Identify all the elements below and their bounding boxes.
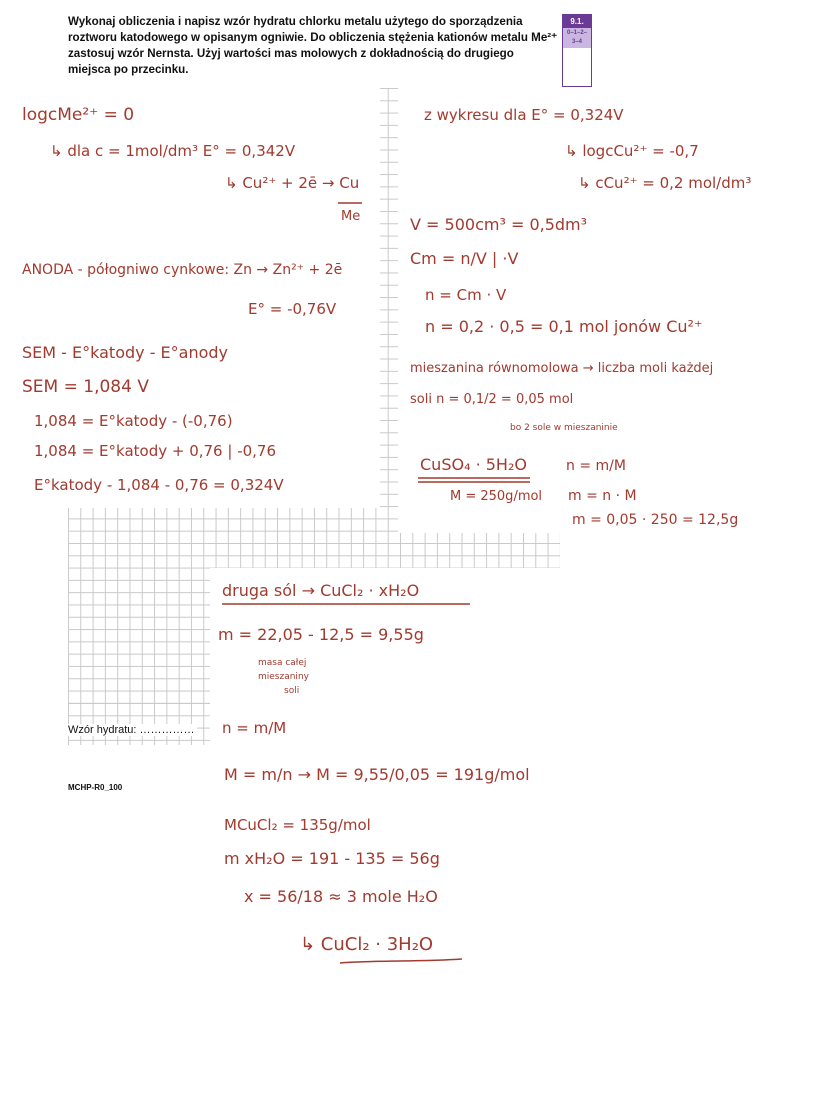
- hw-bottom-4: mieszaniny: [258, 672, 309, 682]
- hw-right-8: mieszanina równomolowa → liczba moli każdej: [410, 361, 714, 376]
- hw-right-14: m = n · M: [568, 488, 637, 504]
- hw-left-3: ↳ Cu²⁺ + 2ē → Cu: [225, 174, 360, 192]
- task-score-scale: 0–1–2– 3–4: [563, 28, 591, 48]
- hw-bottom-1: druga sól → CuCl₂ · xH₂O: [222, 581, 420, 600]
- hw-right-12: n = m/M: [566, 458, 626, 474]
- hw-left-2: ↳ dla c = 1mol/dm³ E° = 0,342V: [50, 142, 296, 160]
- hw-left-11: E°katody - 1,084 - 0,76 = 0,324V: [34, 476, 284, 494]
- hw-right-5: Cm = n/V | ·V: [410, 249, 519, 268]
- hw-left-7: SEM - E°katody - E°anody: [22, 343, 229, 362]
- hw-underline-final: [340, 959, 462, 963]
- hw-bottom-2: m = 22,05 - 12,5 = 9,55g: [218, 625, 424, 644]
- hw-right-13: M = 250g/mol: [450, 489, 543, 504]
- task-instruction: Wykonaj obliczenia i napisz wzór hydratu chlorku metalu użytego do sporządzenia roztworu katodowego w opisanym ogniwie. Do obliczenia stężenia kationów metalu Me²⁺ zastosuj wzór Nernsta. Użyj wartości mas molowych z dokładnością do drugiego miejsca po przecinku.: [68, 15, 558, 76]
- hw-right-1: z wykresu dla E° = 0,324V: [424, 106, 624, 124]
- hw-bottom-9: m xH₂O = 191 - 135 = 56g: [224, 849, 440, 868]
- hw-left-10: 1,084 = E°katody + 0,76 | -0,76: [34, 442, 276, 460]
- hw-right-3: ↳ cCu²⁺ = 0,2 mol/dm³: [578, 174, 752, 192]
- hw-bottom-5: soli: [284, 686, 300, 696]
- page-code: MCHP-R0_100: [68, 783, 123, 792]
- hw-bottom-7: M = m/n → M = 9,55/0,05 = 191g/mol: [224, 765, 530, 784]
- hw-right-10: bo 2 sole w mieszaninie: [510, 423, 618, 433]
- hw-bottom-8: MCuCl₂ = 135g/mol: [224, 816, 371, 834]
- hw-right-2: ↳ logcCu²⁺ = -0,7: [565, 142, 699, 160]
- hw-bottom-11: ↳ CuCl₂ · 3H₂O: [300, 934, 434, 955]
- hw-left-1: logcMe²⁺ = 0: [22, 105, 135, 125]
- hw-right-15: m = 0,05 · 250 = 12,5g: [572, 512, 739, 528]
- hw-right-4: V = 500cm³ = 0,5dm³: [410, 215, 588, 234]
- hw-right-9: soli n = 0,1/2 = 0,05 mol: [410, 392, 574, 407]
- hw-left-4: Me: [341, 209, 361, 224]
- hw-right-11: CuSO₄ · 5H₂O: [420, 455, 527, 474]
- hw-bottom-10: x = 56/18 ≈ 3 mole H₂O: [244, 887, 438, 906]
- hw-bottom-3: masa całej: [258, 658, 307, 668]
- hw-bottom-6: n = m/M: [222, 719, 287, 737]
- hw-left-5: ANODA - półogniwo cynkowe: Zn → Zn²⁺ + 2ē: [22, 262, 343, 278]
- hw-left-9: 1,084 = E°katody - (-0,76): [34, 412, 233, 430]
- hw-left-6: E° = -0,76V: [248, 300, 337, 318]
- hw-right-7: n = 0,2 · 0,5 = 0,1 mol jonów Cu²⁺: [425, 317, 703, 336]
- hw-right-6: n = Cm · V: [425, 286, 507, 304]
- task-number: 9.1.: [563, 15, 591, 28]
- hydrate-formula-label: Wzór hydratu: ……………: [68, 724, 195, 736]
- hw-left-8: SEM = 1,084 V: [22, 377, 149, 397]
